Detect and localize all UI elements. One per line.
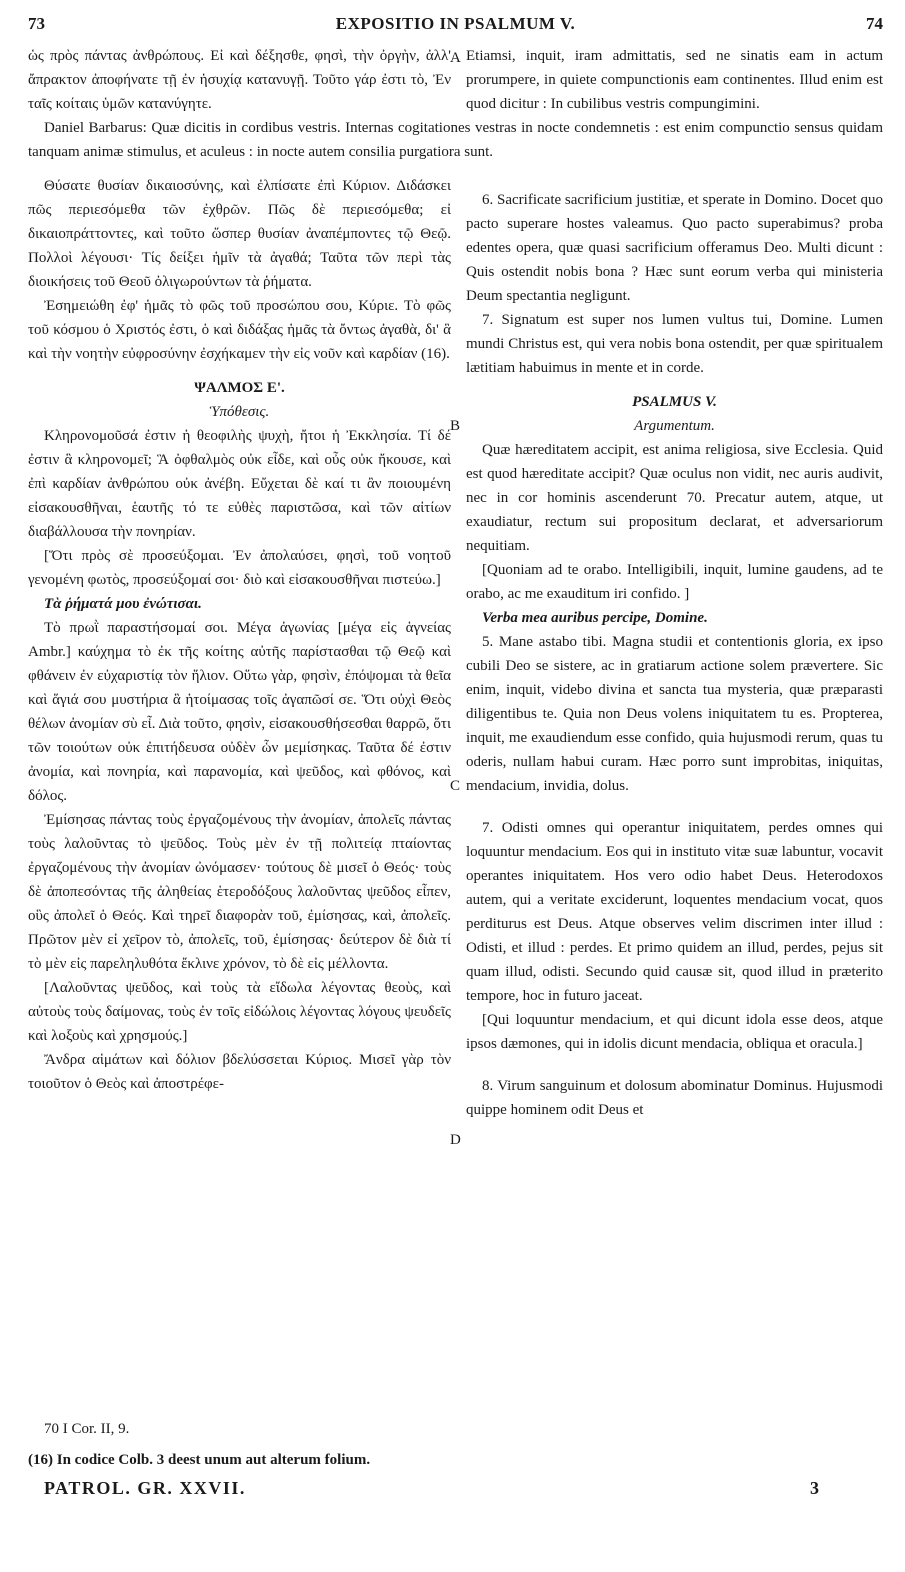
greek-paragraph-5: Κληρονομοῦσά ἐστιν ἡ θεοφιλὴς ψυχὴ, ἤτοι ἡ Ἐκκλησία. Τί δέ ἐστιν ἃ κληρονομεῖ; Ἃ ὀφθαλμὸς οὐκ εἶδε, καὶ οὖς οὐκ ἤκουσε, καὶ ἐπὶ καρδίαν ἀνθρώπου οὐκ ἀνέβη. Εὔχεται δὲ καί τι ἂν ποιουμένη εἰσακουσθῆναι, ἑαυτῆς τό τε εὐθὲς παριστῶσα, καὶ τῶν αἰτίων διαβάλλουσα τὴν πονηρίαν. xyxy=(28,428,451,540)
greek-paragraph-4: Ἐσημειώθη ἐφ' ἡμᾶς τὸ φῶς τοῦ προσώπου σου, Κύριε. Τὸ φῶς τοῦ κόσμου ὁ Χριστός ἐστι, ὁ καὶ διδάξας ἡμᾶς τὰ ὄντως ἀγαθὰ, δι' ἃ καὶ τὴν νοητὴν εὐφροσύνην ἐσχήκαμεν τὴν εἰς νοῦν καὶ καρδίαν (16). xyxy=(28,298,451,362)
page-number-left: 73 xyxy=(28,14,45,33)
greek-paragraph-1: ὡς πρὸς πάντας ἀνθρώπους. Εἰ καὶ δέξησθε, φησὶ, τὴν ὀργὴν, ἀλλ' ἄπρακτον ἀποφήνατε τῇ ἐν ἡσυχίᾳ κατανυγῇ. Τοῦτο γάρ ἐστι τὸ, Ἐν ταῖς κοίταις ὑμῶν κατανύγητε. xyxy=(28,48,451,112)
greek-psalm-heading: ΨΑΛΜΟΣ Ε'. xyxy=(194,380,285,396)
page-number-right: 74 xyxy=(866,14,883,33)
running-title: EXPOSITIO IN PSALMUM V. xyxy=(335,14,576,33)
latin-paragraph-5: Quæ hæreditatem accipit, est anima religiosa, sive Ecclesia. Quid est quod hæreditate accipit? Quæ oculus non vidit, nec auris audivit, nec in cor hominis ascenderunt 70. Precatur autem, atque, ut exaudiatur, rectum sui propositum declarat, et adversariorum nequitiam. xyxy=(466,442,883,554)
margin-marker-d: D xyxy=(450,1132,461,1148)
latin-paragraph-10: [Qui loquuntur mendacium, et qui dicunt idola esse deos, atque ipsos dæmones, qui in idolis dicunt mendacia, obliqua et oracula.] xyxy=(466,1012,883,1052)
manuscript-note: (16) In codice Colb. 3 deest unum aut alterum folium. xyxy=(28,1452,371,1468)
latin-paragraph-4: 7. Signatum est super nos lumen vultus tui, Domine. Lumen mundi Christus est, qui vera nobis bona ostendit, per quæ spiritualem lætitiam habuimus in mente et in corde. xyxy=(466,312,883,376)
latin-paragraph-7: Verba mea auribus percipe, Domine. xyxy=(482,610,708,626)
greek-paragraph-11: Ἄνδρα αἱμάτων καὶ δόλιον βδελύσσεται Κύριος. Μισεῖ γὰρ τὸν τοιοῦτον ὁ Θεὸς καὶ ἀποστρέφε- xyxy=(28,1052,451,1092)
greek-paragraph-2: Daniel Barbarus: Quæ dicitis in cordibus vestris. Internas cogitationes vestras in nocte condemnetis : est enim compunctio sensus quidam tanquam animæ stimulus, et aculeus : in nocte autem consilia purgatiora sunt. xyxy=(28,120,883,160)
latin-paragraph-3: 6. Sacrificate sacrificium justitiæ, et sperate in Domino. Docet quo pacto superare hostes valeamus. Quo pacto superabimus? proba edentes opera, quæ quasi sacrificium offeramus Deo. Multi dicunt : Quis ostendit nobis bona ? Hæc sunt eorum verba qui ministeria Deum spectantia negligunt. xyxy=(466,192,883,304)
greek-paragraph-3: Θύσατε θυσίαν δικαιοσύνης, καὶ ἐλπίσατε ἐπὶ Κύριον. Διδάσκει πῶς περιεσόμεθα τῶν ἐχθρῶν. Πῶς δὲ περιεσόμεθα; εἰ δικαιοπράττοντες, καὶ τοῦτο ὥσπερ θυσίαν ἀναπέμποντες τῷ Θεῷ. Πολλοὶ λέγουσι· Τίς δείξει ἡμῖν τὰ ἀγαθά; Ταῦτα τῶν περὶ τὰς διοικήσεις τοῦ Θεοῦ ὀλιγωρούντων τὰ ῥήματα. xyxy=(28,178,451,290)
greek-paragraph-8: Τὸ πρωῒ παραστήσομαί σοι. Μέγα ἀγωνίας [μέγα εἰς ἁγνείας Ambr.] καύχημα τὸ ἐκ τῆς κοίτης αὐτῆς παρίστασθαι τῷ Θεῷ καὶ φθάνειν ἐν εὐχαριστίᾳ τὸν ἥλιον. Οὕτω γὰρ, φησὶν, ἐπόψομαι τὰ θεῖα καὶ ἅγιά σου μυστήρια ἃ ἡτοίμασας τοῖς ἀγαπῶσί σε. Ὅτι οὐχὶ Θεὸς θέλων ἀνομίαν σὺ εἶ. Διὰ τοῦτο, φησὶν, εἰσακουσθήσεσθαι θαρρῶ, ὅτι τῶν τοιούτων οὐκ ἐπιτήδευσα οὐδὲν ὧν μεμίσηκας. Ταῦτα δέ ἐστιν ἀνομία, καὶ πονηρία, καὶ παρανομία, καὶ ψεῦδος, καὶ φθόνος, καὶ δόλος. xyxy=(28,620,451,804)
latin-paragraph-8: 5. Mane astabo tibi. Magna studii et contentionis gloria, ex ipso cubili Deo se sistere, ac in gratiarum actione solem prævertere. Sic enim, inquit, videbo divina et sancta tua mysteria, quæ præparasti diligentibus te. Quia non Deus volens iniquitatem tu es. Propterea, inquit, me exaudiendum esse confido, quia hujusmodi rerum, quas tu oderis, nullam habui curam. Hæc porro sunt improbitas, iniquitas, mendacium, invidia, dolus. xyxy=(466,634,883,794)
greek-subheading: Ὑπόθεσις. xyxy=(209,404,270,420)
margin-marker-c: C xyxy=(450,778,461,794)
latin-subheading: Argumentum. xyxy=(634,418,715,434)
greek-paragraph-9: Ἐμίσησας πάντας τοὺς ἐργαζομένους τὴν ἀνομίαν, ἀπολεῖς πάντας τοὺς λαλοῦντας τὸ ψεῦδος. Τοὺς μὲν ἐν τῇ πολιτείᾳ πταίοντας ἐργαζομένους τὴν ἀνομίαν ὠνόμασεν· τούτους δὲ μισεῖ ὁ Θεός· τοὺς δὲ ἀποπεσόντας τῆς ἀληθείας ἑτεροδόξους λαλοῦντας ψεῦδος εἶπεν, οὓς ἀπολεῖ ὁ Θεός. Καὶ τηρεῖ διαφορὰν τοῦ, ἐμίσησας, καὶ, ἀπολεῖς. Πρῶτον μὲν εἰ χεῖρον τὸ, ἀπολεῖς, τοῦ, ἐμίσησας· δεύτερον δὲ διὰ τί τὸ μὲν εἰς παρεληλυθότα ἔκλινε χρόνον, τὸ δὲ εἰς μέλλοντα. xyxy=(28,812,451,972)
margin-marker-b: B xyxy=(450,418,461,434)
margin-marker-a: A xyxy=(450,50,461,66)
scripture-footnote: 70 I Cor. II, 9. xyxy=(44,1421,130,1437)
series-label: PATROL. GR. XXVII. xyxy=(44,1478,246,1498)
latin-paragraph-1: Etiamsi, inquit, iram admittatis, sed ne sinatis eam in actum prorumpere, in quiete compunctionis eam continentes. Illud enim est quod dicitur : In cubilibus vestris compungimini. xyxy=(466,48,883,112)
latin-psalm-heading: PSALMUS V. xyxy=(632,394,717,410)
greek-paragraph-10: [Λαλοῦντας ψεῦδος, καὶ τοὺς τὰ εἴδωλα λέγοντας θεοὺς, καὶ αὐτοὺς τοὺς δαίμονας, τοὺς ἐν τοῖς εἰδώλοις λέγοντας λόγους ψευδεῖς καὶ λοξοὺς καὶ χρησμούς.] xyxy=(28,980,451,1044)
page-header xyxy=(28,14,883,40)
latin-paragraph-11: 8. Virum sanguinum et dolosum abominatur Dominus. Hujusmodi quippe hominem odit Deus et xyxy=(466,1078,883,1118)
signature-mark: 3 xyxy=(810,1478,819,1498)
latin-paragraph-6: [Quoniam ad te orabo. Intelligibili, inquit, lumine gaudens, ad te orabo, ac me exauditum iri confido. ] xyxy=(466,562,883,602)
greek-paragraph-6: [Ὅτι πρὸς σὲ προσεύξομαι. Ἐν ἀπολαύσει, φησὶ, τοῦ νοητοῦ γενομένη φωτὸς, προσεύξομαί σοι· διὸ καὶ εἰσακουσθῆναι πιστεύω.] xyxy=(28,548,451,588)
latin-column xyxy=(466,44,883,1122)
greek-paragraph-7: Τὰ ῥήματά μου ἐνώτισαι. xyxy=(44,596,202,612)
latin-paragraph-9: 7. Odisti omnes qui operantur iniquitatem, perdes omnes qui loquuntur mendacium. Eos qui in instituto vitæ suæ labuntur, vocavit operantes iniquitatem. Hos vero odio habet Deus. Heterodoxos autem, qui a veritate exciderunt, loquentes mendacium vocat, quos perditurus est Deus. Atque observes velim discrimen inter illud : Odisti, et illud : perdes. Et primo quidem an illud, perdes, pejus sit quam illud, odisti. Secundo quid causæ sit, quod illud in præterito tempore, hoc in futuro jaceat. xyxy=(466,820,883,1004)
